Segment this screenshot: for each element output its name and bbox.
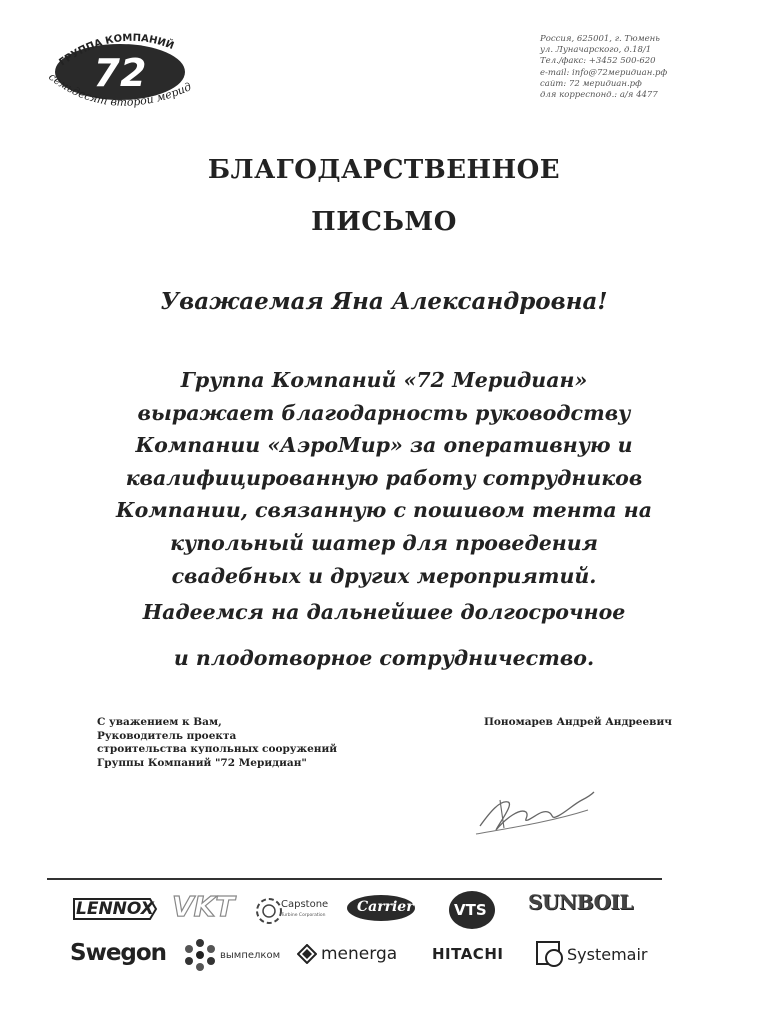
vts-logo: [447, 890, 497, 930]
company-logo: [40, 28, 210, 118]
address-line: Россия, 625001, г. Тюмень: [540, 34, 660, 44]
vympelcom-dots-icon: [183, 938, 217, 972]
vts-text: VTS: [454, 901, 487, 919]
capstone-subtext: Turbine Corporation: [281, 913, 326, 918]
vympelcom-text: вымпелком: [220, 949, 281, 961]
signoff-line: строительства купольных сооружений: [97, 743, 338, 755]
body-line: свадебных и других мероприятий.: [171, 563, 597, 588]
sunboil-text: SUNBOIL: [528, 890, 633, 914]
capstone-logo: [255, 893, 335, 929]
body-line: Группа Компаний «72 Меридиан»: [180, 368, 588, 392]
signoff-line: С уважением к Вам,: [97, 716, 222, 728]
address-line: Тел./факс: +3452 500-620: [540, 56, 656, 67]
closing-line2: и плодотворное сотрудничество.: [173, 646, 595, 670]
signoff-line: Руководитель проекта: [97, 729, 237, 742]
vympelcom-logo: [183, 938, 280, 972]
sunboil-logo: [528, 890, 633, 914]
signoff-block: [97, 716, 337, 770]
body-line: выражает благодарность руководству: [137, 400, 631, 425]
body-line: купольный шатер для проведения: [170, 530, 598, 555]
systemair-logo: [536, 940, 648, 968]
lennox-logo: [70, 895, 160, 923]
letter-body: [0, 364, 768, 592]
closing-line1: Надеемся на дальнейшее долгосрочное: [142, 600, 626, 624]
swegon-text: Swegon: [70, 940, 167, 966]
body-line: Компании, связанную с пошивом тента на: [115, 498, 653, 523]
carrier-text: Carrier: [357, 899, 414, 915]
systemair-text: Systemair: [567, 944, 648, 964]
vkt-text: VKT: [172, 890, 235, 923]
menerga-diamond-icon: [297, 944, 317, 964]
menerga-logo: [297, 944, 397, 964]
hitachi-logo: [432, 945, 503, 963]
address-line: для корреспонд.: а/я 4477: [540, 90, 658, 101]
address-line: e-mail: info@72меридиан.рф: [540, 67, 668, 78]
logo-bottom-text: семьдесят второй мерид: [46, 70, 194, 109]
address-line: сайт: 72 меридиан.рф: [540, 78, 642, 89]
body-line: Компании «АэроМир» за оперативную и: [135, 433, 633, 458]
company-address: [540, 34, 750, 101]
systemair-swoosh-icon: [536, 940, 566, 968]
signoff-line: Группы Компаний "72 Меридиан": [97, 756, 307, 769]
capstone-swirl-icon: [255, 895, 283, 927]
swegon-logo: [70, 940, 166, 966]
menerga-text: menerga: [321, 944, 398, 964]
address-line: ул. Луначарского, д.18/1: [540, 45, 652, 56]
lennox-text: LENNOX: [76, 899, 154, 919]
signer-name: Пономарев Андрей Андреевич: [484, 716, 672, 728]
logo-number: 72: [93, 51, 147, 95]
footer-divider: [47, 878, 662, 880]
salutation: Уважаемая Яна Александровна!: [160, 288, 608, 315]
capstone-text: Capstone: [281, 899, 329, 910]
body-line: квалифицированную работу сотрудников: [125, 465, 643, 490]
carrier-logo: [345, 893, 417, 923]
handwritten-signature: [470, 782, 600, 842]
hitachi-text: HITACHI: [432, 945, 504, 963]
letter-title-line2: ПИСЬМО: [311, 207, 457, 237]
vkt-logo: [172, 890, 234, 923]
logo-top-text: ГРУППА КОМПАНИЙ: [57, 32, 176, 69]
logo-emblem-icon: [40, 28, 210, 118]
letter-title-line1: БЛАГОДАРСТВЕННОЕ: [207, 155, 561, 185]
